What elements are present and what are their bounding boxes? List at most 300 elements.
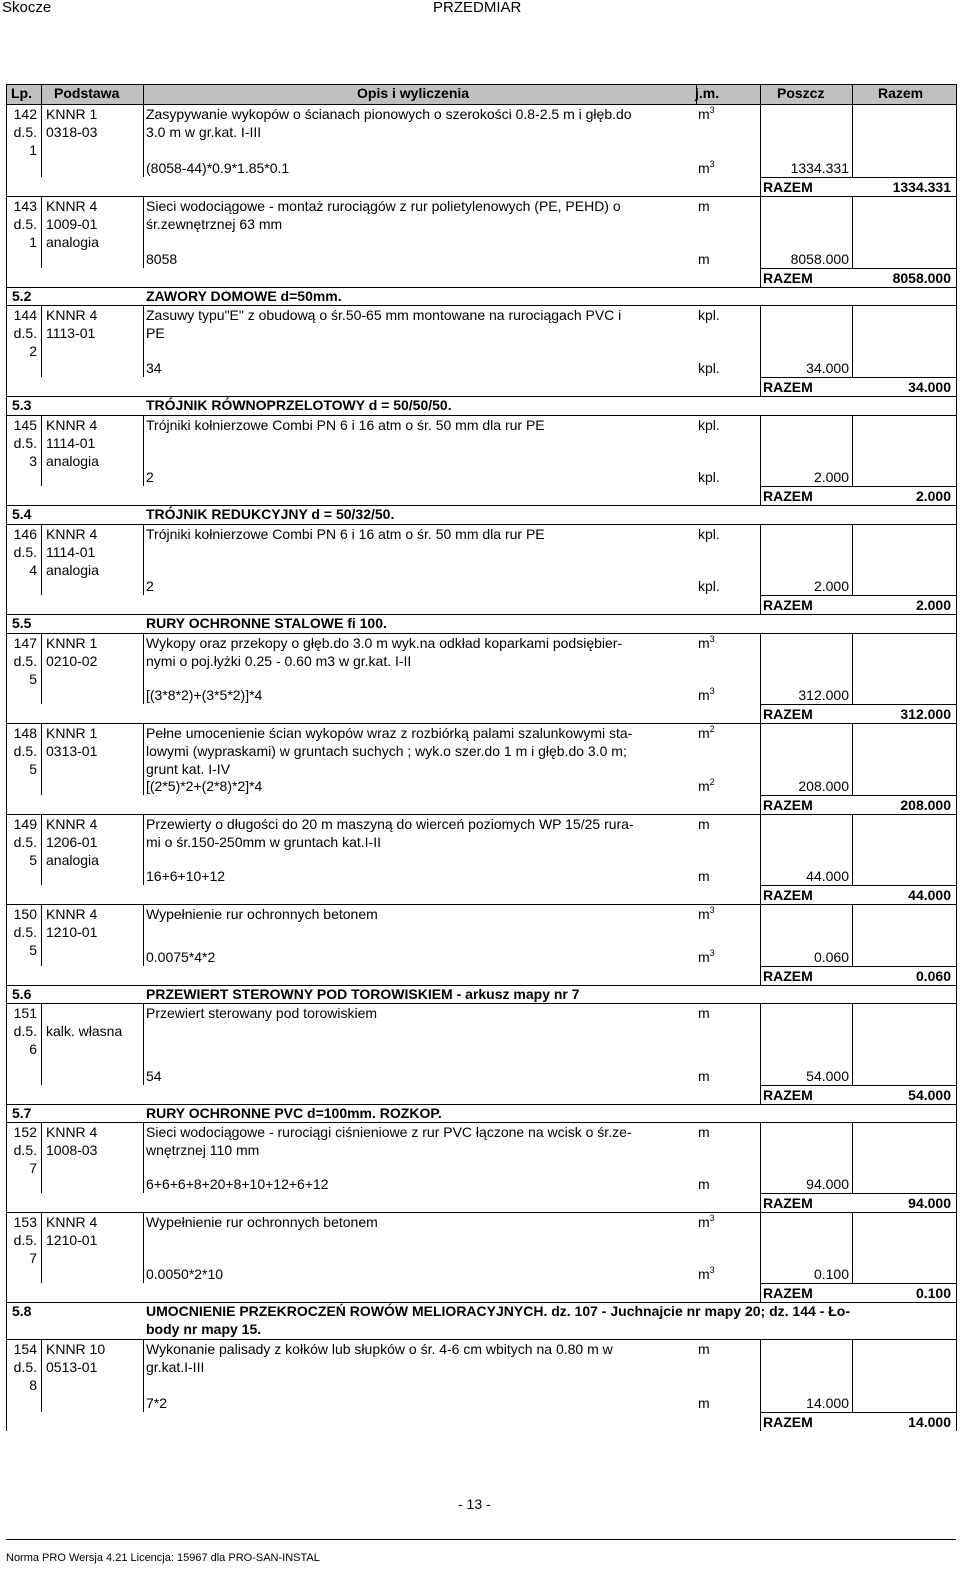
column-border (143, 305, 144, 377)
column-border (41, 84, 42, 104)
column-border (852, 196, 853, 268)
column-border (6, 795, 7, 814)
item-description: gr.kat.I-III (146, 1359, 205, 1375)
item-podstawa: KNNR 4 (46, 526, 98, 542)
item-lp: 6 (29, 1041, 37, 1057)
item-podstawa: 1114-01 (46, 544, 96, 560)
item-razem-value: 8058.000 (892, 270, 951, 286)
header-opis: Opis i wyliczenia (357, 85, 470, 101)
item-lp: d.5. (13, 1232, 37, 1248)
column-border (41, 633, 42, 704)
item-lp: d.5. (13, 216, 37, 232)
item-calc-unit: kpl. (698, 578, 720, 594)
column-border (696, 84, 697, 104)
column-border (956, 287, 957, 305)
item-description: śr.zewnętrznej 63 mm (146, 216, 283, 232)
header-lp: Lp. (11, 85, 32, 101)
item-podstawa: KNNR 4 (46, 417, 98, 433)
column-border (6, 595, 7, 614)
item-description: Wypełnienie rur ochronnych betonem (146, 906, 378, 922)
column-border (143, 723, 144, 795)
item-unit: $m^3$ (698, 634, 715, 651)
column-border (6, 287, 7, 305)
item-unit: m (698, 1341, 710, 1357)
column-border (6, 396, 7, 415)
item-poszcz-value: 2.000 (813, 578, 849, 594)
column-border (956, 885, 957, 904)
column-border (956, 524, 957, 595)
item-description: mi o śr.150-250mm w gruntach kat.I-II (146, 834, 381, 850)
item-lp: 5 (29, 761, 37, 777)
column-border (6, 1104, 7, 1122)
item-lp: 3 (29, 453, 37, 469)
column-border (760, 704, 761, 723)
item-calculation: [(3*8*2)+(3*5*2)]*4 (146, 687, 263, 703)
column-border (956, 1283, 957, 1302)
item-podstawa: KNNR 1 (46, 106, 98, 122)
column-border (956, 1104, 957, 1122)
column-border (143, 104, 144, 177)
item-lp: 2 (29, 343, 37, 359)
item-lp: 1 (29, 142, 37, 158)
item-calculation: 0.0050*2*10 (146, 1266, 224, 1282)
razem-label: RAZEM (763, 706, 813, 722)
item-description: 3.0 m w gr.kat. I-III (146, 124, 262, 140)
column-border (852, 305, 853, 377)
item-description: Przewiert sterowany pod torowiskiem (146, 1005, 378, 1021)
item-lp: 148 (13, 725, 37, 741)
item-podstawa: KNNR 10 (46, 1341, 106, 1357)
column-border (956, 595, 957, 614)
item-podstawa: 0513-01 (46, 1359, 98, 1375)
column-border (6, 84, 7, 104)
column-border (956, 1302, 957, 1339)
item-razem-value: 94.000 (908, 1195, 951, 1211)
item-calc-unit: $m^3$ (698, 1265, 715, 1282)
item-calculation: 54 (146, 1068, 162, 1084)
column-border (956, 84, 957, 104)
column-border (852, 1339, 853, 1412)
item-calc-unit: m (698, 1395, 710, 1411)
item-description: Trójniki kołnierzowe Combi PN 6 i 16 atm o śr. 50 mm dla rur PE (146, 526, 545, 542)
column-border (41, 196, 42, 268)
row-border (6, 84, 956, 85)
item-description: lowymi (wypraskami) w gruntach suchych ; wyk.o szer.do 1 m i głęb.do 3.0 m; (146, 743, 627, 759)
column-border (143, 904, 144, 966)
razem-label: RAZEM (763, 1285, 813, 1301)
item-lp: 145 (13, 417, 37, 433)
item-poszcz-value: 44.000 (806, 868, 849, 884)
item-podstawa: KNNR 1 (46, 635, 98, 651)
column-border (41, 814, 42, 885)
row-border (6, 1539, 956, 1540)
column-border (41, 723, 42, 795)
column-border (760, 885, 761, 904)
column-border (852, 524, 853, 595)
item-podstawa: analogia (46, 562, 99, 578)
column-border (760, 1412, 761, 1431)
column-border (760, 966, 761, 985)
header-jm: j.m. (695, 85, 720, 101)
column-border (41, 1122, 42, 1193)
item-poszcz-value: 1334.331 (790, 160, 849, 176)
column-border (143, 415, 144, 486)
section-number: 5.7 (12, 1105, 32, 1121)
column-border (956, 486, 957, 505)
top-bar (0, 0, 960, 15)
column-border (956, 1193, 957, 1212)
top-left-title: Skocze (2, 0, 52, 16)
item-description: Pełne umocenienie ścian wykopów wraz z rozbiórką palami szalunkowymi sta- (146, 725, 633, 741)
column-border (6, 704, 7, 723)
item-lp: 5 (29, 852, 37, 868)
razem-label: RAZEM (763, 1195, 813, 1211)
section-number: 5.4 (12, 506, 32, 522)
section-number: 5.8 (12, 1303, 32, 1319)
item-lp: 150 (13, 906, 37, 922)
item-calc-unit: $m^2$ (698, 777, 715, 794)
header-poszcz: Poszcz (777, 85, 825, 101)
item-calc-unit: m (698, 251, 710, 267)
column-border (760, 268, 761, 287)
column-border (41, 1003, 42, 1085)
section-title: PRZEWIERT STEROWNY POD TOROWISKIEM - arkusz mapy nr 7 (146, 986, 580, 1002)
item-calculation: 2 (146, 578, 154, 594)
item-description: Sieci wodociągowe - rurociągi ciśnieniowe z rur PVC łączone na wcisk o śr.ze- (146, 1124, 632, 1140)
item-razem-value: 34.000 (908, 379, 951, 395)
razem-label: RAZEM (763, 179, 813, 195)
razem-label: RAZEM (763, 968, 813, 984)
item-lp: 143 (13, 198, 37, 214)
item-podstawa: 1009-01 (46, 216, 98, 232)
column-border (6, 966, 7, 985)
column-border (956, 268, 957, 287)
item-unit: m (698, 1005, 710, 1021)
column-border (956, 177, 957, 196)
item-lp: d.5. (13, 435, 37, 451)
item-calculation: 7*2 (146, 1395, 168, 1411)
item-unit: $m^3$ (698, 905, 715, 922)
column-border (956, 633, 957, 704)
item-podstawa: 1008-03 (46, 1142, 98, 1158)
item-calc-unit: kpl. (698, 469, 720, 485)
item-podstawa: 1206-01 (46, 834, 98, 850)
item-description: Sieci wodociągowe - montaż rurociągów z rur polietylenowych (PE, PEHD) o (146, 198, 621, 214)
item-calculation: 8058 (146, 251, 178, 267)
column-border (956, 1003, 957, 1085)
column-border (6, 1283, 7, 1302)
razem-label: RAZEM (763, 797, 813, 813)
item-lp: 5 (29, 671, 37, 687)
item-lp: 149 (13, 816, 37, 832)
item-unit: $m^2$ (698, 724, 715, 741)
item-lp: 152 (13, 1124, 37, 1140)
column-border (956, 1122, 957, 1193)
column-border (760, 84, 761, 104)
item-unit: m (698, 198, 710, 214)
razem-label: RAZEM (763, 379, 813, 395)
item-poszcz-value: 0.060 (813, 949, 849, 965)
column-border (41, 104, 42, 177)
column-border (852, 1122, 853, 1193)
item-podstawa: KNNR 4 (46, 1124, 98, 1140)
item-razem-value: 1334.331 (892, 179, 951, 195)
item-podstawa: 1210-01 (46, 924, 98, 940)
column-border (143, 1122, 144, 1193)
item-podstawa: analogia (46, 453, 99, 469)
column-border (760, 1283, 761, 1302)
item-lp: d.5. (13, 924, 37, 940)
column-border (956, 704, 957, 723)
item-description: Wykopy oraz przekopy o głęb.do 3.0 m wyk.na odkład koparkami podsiębier- (146, 635, 623, 651)
item-lp: 7 (29, 1160, 37, 1176)
item-description: Zasuwy typu"E" z obudową o śr.50-65 mm montowane na rurociągach PVC i (146, 307, 622, 323)
item-lp: 1 (29, 234, 37, 250)
item-razem-value: 208.000 (900, 797, 951, 813)
item-lp: 8 (29, 1377, 37, 1393)
section-title: UMOCNIENIE PRZEKROCZEŃ ROWÓW MELIORACYJNYCH. dz. 107 - Juchnajcie nr mapy 20; dz. 144 - Ło- (146, 1303, 850, 1319)
column-border (956, 1412, 957, 1431)
column-border (852, 84, 853, 104)
column-border (852, 814, 853, 885)
item-calculation: [(2*5)*2+(2*8)*2]*4 (146, 778, 263, 794)
item-calculation: 2 (146, 469, 154, 485)
item-podstawa: 1113-01 (46, 325, 96, 341)
item-unit: kpl. (698, 526, 720, 542)
razem-label: RAZEM (763, 1087, 813, 1103)
item-podstawa: 0318-03 (46, 124, 98, 140)
razem-label: RAZEM (763, 597, 813, 613)
item-podstawa: analogia (46, 852, 99, 868)
item-poszcz-value: 0.100 (813, 1266, 849, 1282)
item-description: nymi o poj.łyżki 0.25 - 0.60 m3 w gr.kat. I-II (146, 653, 412, 669)
item-razem-value: 0.100 (915, 1285, 951, 1301)
section-title: RURY OCHRONNE PVC d=100mm. ROZKOP. (146, 1105, 442, 1121)
razem-label: RAZEM (763, 270, 813, 286)
item-description: Przewierty o długości do 20 m maszyną do wierceń poziomych WP 15/25 rura- (146, 816, 634, 832)
column-border (143, 814, 144, 885)
column-border (41, 415, 42, 486)
item-description: Wypełnienie rur ochronnych betonem (146, 1214, 378, 1230)
item-podstawa: 0210-02 (46, 653, 98, 669)
column-border (852, 723, 853, 795)
column-border (143, 1339, 144, 1412)
razem-label: RAZEM (763, 887, 813, 903)
item-razem-value: 0.060 (915, 968, 951, 984)
item-razem-value: 44.000 (908, 887, 951, 903)
column-border (143, 84, 144, 104)
item-unit: m (698, 816, 710, 832)
item-podstawa: 1114-01 (46, 435, 96, 451)
item-calc-unit: $m^3$ (698, 686, 715, 703)
item-lp: 7 (29, 1250, 37, 1266)
column-border (6, 1085, 7, 1104)
column-border (143, 1003, 144, 1085)
column-border (6, 505, 7, 524)
item-unit: kpl. (698, 417, 720, 433)
item-lp: d.5. (13, 1023, 37, 1039)
section-number: 5.3 (12, 397, 32, 413)
item-calculation: (8058-44)*0.9*1.85*0.1 (146, 160, 290, 176)
item-lp: 144 (13, 307, 37, 323)
item-lp: d.5. (13, 1359, 37, 1375)
column-border (956, 505, 957, 524)
column-border (143, 1212, 144, 1283)
item-calculation: 16+6+10+12 (146, 868, 226, 884)
column-border (956, 985, 957, 1003)
item-lp: 151 (13, 1005, 37, 1021)
section-title: RURY OCHRONNE STALOWE fi 100. (146, 615, 387, 631)
section-number: 5.2 (12, 288, 32, 304)
item-poszcz-value: 2.000 (813, 469, 849, 485)
column-border (6, 377, 7, 396)
item-calc-unit: kpl. (698, 360, 720, 376)
item-poszcz-value: 94.000 (806, 1176, 849, 1192)
section-title: ZAWORY DOMOWE d=50mm. (146, 288, 342, 304)
column-border (6, 1412, 7, 1431)
item-lp: d.5. (13, 653, 37, 669)
column-border (6, 1302, 7, 1339)
column-border (760, 1193, 761, 1212)
item-poszcz-value: 208.000 (798, 778, 849, 794)
section-title: TRÓJNIK RÓWNOPRZELOTOWY d = 50/50/50. (146, 397, 452, 413)
column-border (760, 595, 761, 614)
item-podstawa: KNNR 4 (46, 307, 98, 323)
column-border (6, 177, 7, 196)
footer-license: Norma PRO Wersja 4.21 Licencja: 15967 dla PRO-SAN-INSTAL (6, 1552, 320, 1564)
item-podstawa: kalk. własna (46, 1023, 123, 1039)
column-border (760, 177, 761, 196)
item-calc-unit: $m^3$ (698, 159, 715, 176)
item-poszcz-value: 8058.000 (790, 251, 849, 267)
column-border (956, 814, 957, 885)
column-border (956, 1339, 957, 1412)
page-number: - 13 - (458, 1496, 491, 1512)
item-lp: 147 (13, 635, 37, 651)
item-razem-value: 2.000 (915, 488, 951, 504)
razem-label: RAZEM (763, 488, 813, 504)
column-border (956, 415, 957, 486)
column-border (143, 196, 144, 268)
column-border (852, 904, 853, 966)
item-calc-unit: m (698, 1176, 710, 1192)
column-border (852, 415, 853, 486)
item-lp: d.5. (13, 124, 37, 140)
item-description: grunt kat. I-IV (146, 761, 231, 777)
column-border (760, 1085, 761, 1104)
column-border (143, 524, 144, 595)
section-title: TRÓJNIK REDUKCYJNY d = 50/32/50. (146, 506, 395, 522)
column-border (956, 614, 957, 633)
header-razem: Razem (878, 85, 924, 101)
item-unit: $m^3$ (698, 105, 715, 122)
column-border (956, 196, 957, 268)
column-border (6, 985, 7, 1003)
column-border (852, 633, 853, 704)
column-border (41, 1339, 42, 1412)
item-razem-value: 2.000 (915, 597, 951, 613)
item-poszcz-value: 312.000 (798, 687, 849, 703)
column-border (41, 305, 42, 377)
column-border (956, 795, 957, 814)
item-lp: 142 (13, 106, 37, 122)
item-podstawa: KNNR 1 (46, 725, 98, 741)
top-center-title: PRZEDMIAR (433, 0, 522, 16)
section-number: 5.6 (12, 986, 32, 1002)
item-calc-unit: $m^3$ (698, 948, 715, 965)
item-lp: 4 (29, 562, 37, 578)
item-description: Trójniki kołnierzowe Combi PN 6 i 16 atm o śr. 50 mm dla rur PE (146, 417, 545, 433)
column-border (41, 524, 42, 595)
item-poszcz-value: 34.000 (806, 360, 849, 376)
item-lp: d.5. (13, 544, 37, 560)
header-podstawa: Podstawa (54, 85, 120, 101)
item-podstawa: KNNR 4 (46, 198, 98, 214)
column-border (760, 377, 761, 396)
item-unit: m (698, 1124, 710, 1140)
column-border (956, 1212, 957, 1283)
item-poszcz-value: 54.000 (806, 1068, 849, 1084)
column-border (956, 723, 957, 795)
item-razem-value: 312.000 (900, 706, 951, 722)
column-border (6, 268, 7, 287)
item-lp: d.5. (13, 743, 37, 759)
item-podstawa: analogia (46, 234, 99, 250)
item-calc-unit: m (698, 868, 710, 884)
item-lp: 154 (13, 1341, 37, 1357)
column-border (956, 396, 957, 415)
section-number: 5.5 (12, 615, 32, 631)
column-border (6, 885, 7, 904)
section-title: body nr mapy 15. (146, 1321, 262, 1337)
item-poszcz-value: 14.000 (806, 1395, 849, 1411)
item-podstawa: 0313-01 (46, 743, 98, 759)
item-podstawa: KNNR 4 (46, 1214, 98, 1230)
item-calculation: 6+6+6+8+20+8+10+12+6+12 (146, 1176, 329, 1192)
item-lp: 146 (13, 526, 37, 542)
item-description: PE (146, 325, 165, 341)
item-razem-value: 14.000 (908, 1414, 951, 1430)
item-podstawa: KNNR 4 (46, 906, 98, 922)
column-border (956, 1085, 957, 1104)
item-unit: $m^3$ (698, 1213, 715, 1230)
item-lp: 5 (29, 942, 37, 958)
item-unit: kpl. (698, 307, 720, 323)
item-lp: d.5. (13, 1142, 37, 1158)
column-border (956, 104, 957, 177)
item-podstawa: KNNR 4 (46, 816, 98, 832)
item-calc-unit: m (698, 1068, 710, 1084)
item-lp: 153 (13, 1214, 37, 1230)
item-description: Zasypywanie wykopów o ścianach pionowych o szerokości 0.8-2.5 m i głęb.do (146, 106, 632, 122)
item-calculation: 34 (146, 360, 162, 376)
column-border (760, 486, 761, 505)
column-border (6, 486, 7, 505)
item-razem-value: 54.000 (908, 1087, 951, 1103)
column-border (760, 795, 761, 814)
item-calculation: 0.0075*4*2 (146, 949, 216, 965)
item-description: Wykonanie palisady z kołków lub słupków o śr. 4-6 cm wbitych na 0.80 m w (146, 1341, 613, 1357)
column-border (956, 904, 957, 966)
column-border (143, 633, 144, 704)
column-border (6, 614, 7, 633)
column-border (41, 1212, 42, 1283)
column-border (956, 966, 957, 985)
item-lp: d.5. (13, 834, 37, 850)
item-lp: d.5. (13, 325, 37, 341)
column-border (6, 1193, 7, 1212)
column-border (852, 104, 853, 177)
